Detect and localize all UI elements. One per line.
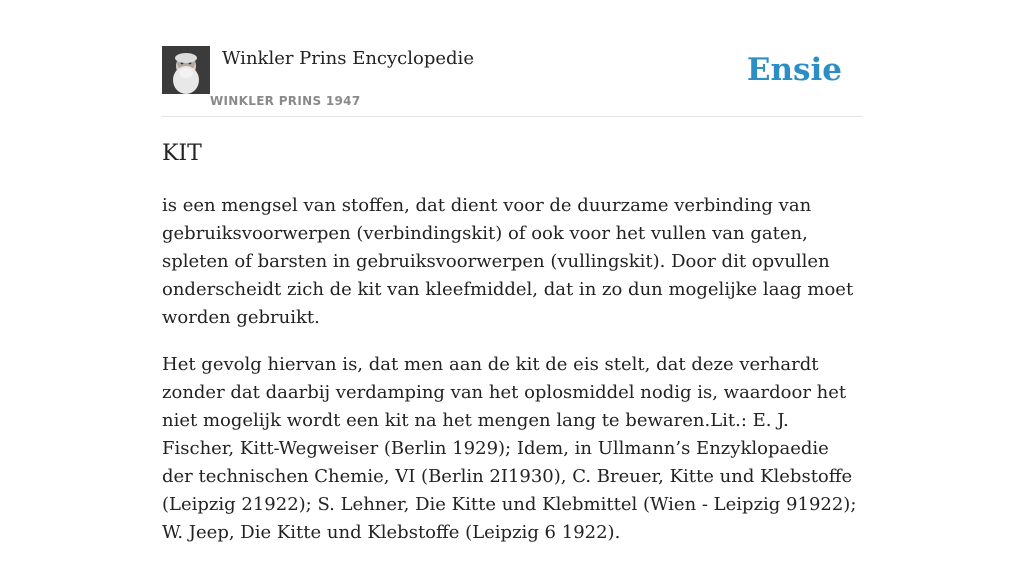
source-subtitle[interactable]: WINKLER PRINS 1947 — [210, 94, 361, 108]
author-avatar-icon[interactable] — [162, 46, 210, 94]
article-title: KIT — [162, 141, 202, 166]
article-body — [162, 192, 862, 566]
article-paragraph: Het gevolg hiervan is, dat men aan de kit de eis stelt, dat deze verhardt zonder dat daarbij verdamping van het oplosmiddel nodig is, waardoor het niet mogelijk wordt een kit na het mengen lang te bewaren.Lit.: E. J. Fischer, Kitt-Wegweiser (Berlin 1929); Idem, in Ullmann’s Enzyklopaedie der technischen Chemie, VI (Berlin 2I1930), C. Breuer, Kitte und Klebstoffe (Leipzig 21922); S. Lehner, Die Kitte und Klebmittel (Wien - Leipzig 91922); W. Jeep, Die Kitte und Klebstoffe (Leipzig 6 1922). — [162, 354, 857, 543]
site-title[interactable]: Winkler Prins Encyclopedie — [222, 48, 474, 69]
site-header — [162, 44, 862, 117]
article-paragraph: is een mengsel van stoffen, dat dient voor de duurzame verbinding van gebruiksvoorwerpen (verbindingskit) of ook voor het vullen van gaten, spleten of barsten in gebruiksvoorwerpen (vullingskit). Door dit opvullen onderscheidt zich de kit van kleefmiddel, dat in zo dun mogelijke laag moet worden gebruikt. — [162, 195, 854, 328]
brand-logo[interactable]: Ensie — [746, 52, 842, 88]
